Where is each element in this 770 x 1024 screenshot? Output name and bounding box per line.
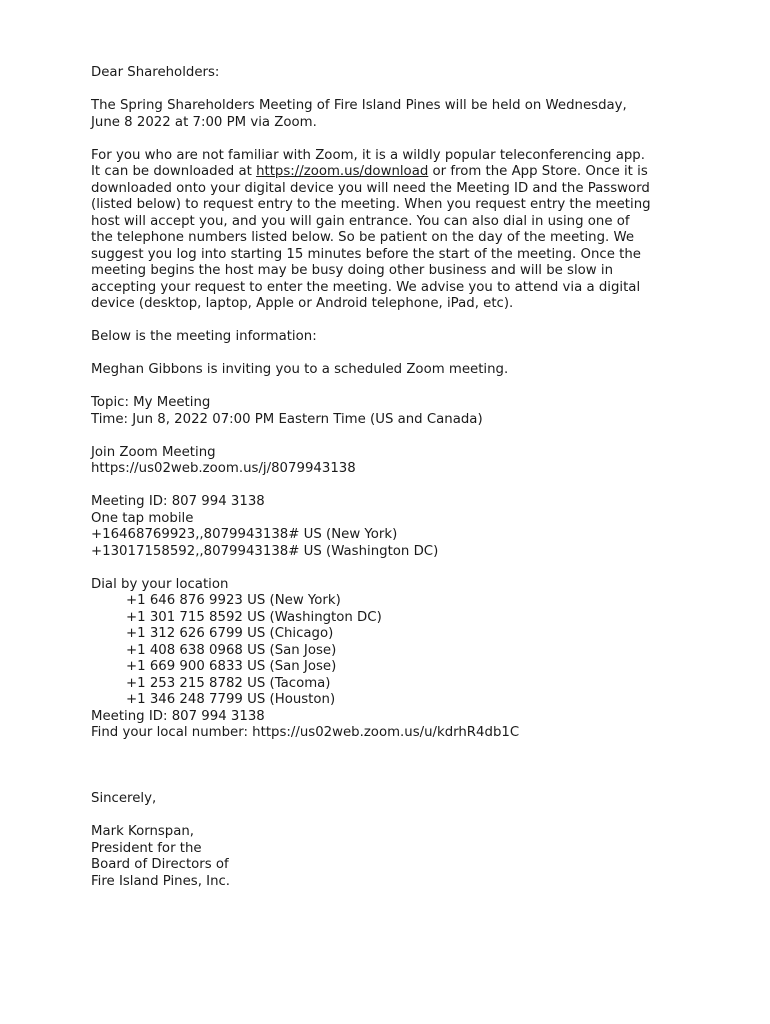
one-tap-number: +13017158592,,8079943138# US (Washington DC) bbox=[91, 543, 439, 559]
join-url: https://us02web.zoom.us/j/8079943138 bbox=[91, 461, 356, 476]
zoom-paragraph-line: (listed below) to request entry to the meeting. When you request entry the meeting bbox=[91, 197, 651, 212]
closing: Sincerely, bbox=[91, 791, 157, 806]
signature-line: President for the bbox=[91, 840, 202, 856]
zoom-paragraph-line bbox=[91, 164, 691, 181]
salutation: Dear Shareholders: bbox=[91, 65, 220, 80]
download-suffix: or from the App Store. Once it is bbox=[428, 164, 648, 179]
intro-line: The Spring Shareholders Meeting of Fire Island Pines will be held on Wednesday, bbox=[91, 98, 627, 113]
local-number: Find your local number: https://us02web.zoom.us/u/kdrhR4db1C bbox=[91, 725, 520, 740]
zoom-paragraph-line: meeting begins the host may be busy doing other business and will be slow in bbox=[91, 263, 614, 278]
dial-label: Dial by your location bbox=[91, 576, 229, 592]
meeting-id-repeat: Meeting ID: 807 994 3138 bbox=[91, 708, 265, 724]
signature-line: Board of Directors of bbox=[91, 857, 229, 872]
dial-number: +1 301 715 8592 US (Washington DC) bbox=[126, 609, 382, 625]
meeting-time: Time: Jun 8, 2022 07:00 PM Eastern Time (US and Canada) bbox=[91, 411, 483, 427]
zoom-download-link[interactable]: https://zoom.us/download bbox=[256, 164, 429, 179]
zoom-paragraph-line: the telephone numbers listed below. So be patient on the day of the meeting. We bbox=[91, 230, 635, 245]
download-prefix: It can be downloaded at bbox=[91, 164, 257, 179]
dial-number: +1 253 215 8782 US (Tacoma) bbox=[126, 675, 331, 691]
dial-number: +1 346 248 7799 US (Houston) bbox=[126, 692, 336, 707]
zoom-paragraph-line: For you who are not familiar with Zoom, it is a wildly popular teleconferencing app. bbox=[91, 147, 645, 163]
meeting-topic: Topic: My Meeting bbox=[91, 395, 211, 410]
zoom-paragraph-line: device (desktop, laptop, Apple or Android telephone, iPad, etc). bbox=[91, 296, 514, 311]
meeting-id: Meeting ID: 807 994 3138 bbox=[91, 494, 265, 509]
one-tap-number: +16468769923,,8079943138# US (New York) bbox=[91, 527, 398, 542]
letter-page bbox=[91, 65, 691, 890]
dial-number: +1 312 626 6799 US (Chicago) bbox=[126, 626, 334, 641]
below-info: Below is the meeting information: bbox=[91, 329, 317, 344]
signature-line: Mark Kornspan, bbox=[91, 824, 195, 839]
zoom-paragraph-line: host will accept you, and you will gain entrance. You can also dial in using one of bbox=[91, 213, 630, 229]
dial-number: +1 646 876 9923 US (New York) bbox=[126, 593, 341, 608]
zoom-paragraph-line: accepting your request to enter the meeting. We advise you to attend via a digital bbox=[91, 279, 641, 295]
one-tap-label: One tap mobile bbox=[91, 510, 194, 526]
dial-number: +1 408 638 0968 US (San Jose) bbox=[126, 642, 337, 658]
zoom-paragraph-line: suggest you log into starting 15 minutes before the start of the meeting. Once the bbox=[91, 246, 641, 262]
signature-line: Fire Island Pines, Inc. bbox=[91, 873, 231, 889]
invitation: Meghan Gibbons is inviting you to a scheduled Zoom meeting. bbox=[91, 362, 509, 377]
zoom-paragraph-line: downloaded onto your digital device you will need the Meeting ID and the Password bbox=[91, 180, 650, 196]
join-label: Join Zoom Meeting bbox=[91, 444, 216, 460]
intro-line: June 8 2022 at 7:00 PM via Zoom. bbox=[91, 114, 317, 130]
dial-number: +1 669 900 6833 US (San Jose) bbox=[126, 659, 337, 674]
